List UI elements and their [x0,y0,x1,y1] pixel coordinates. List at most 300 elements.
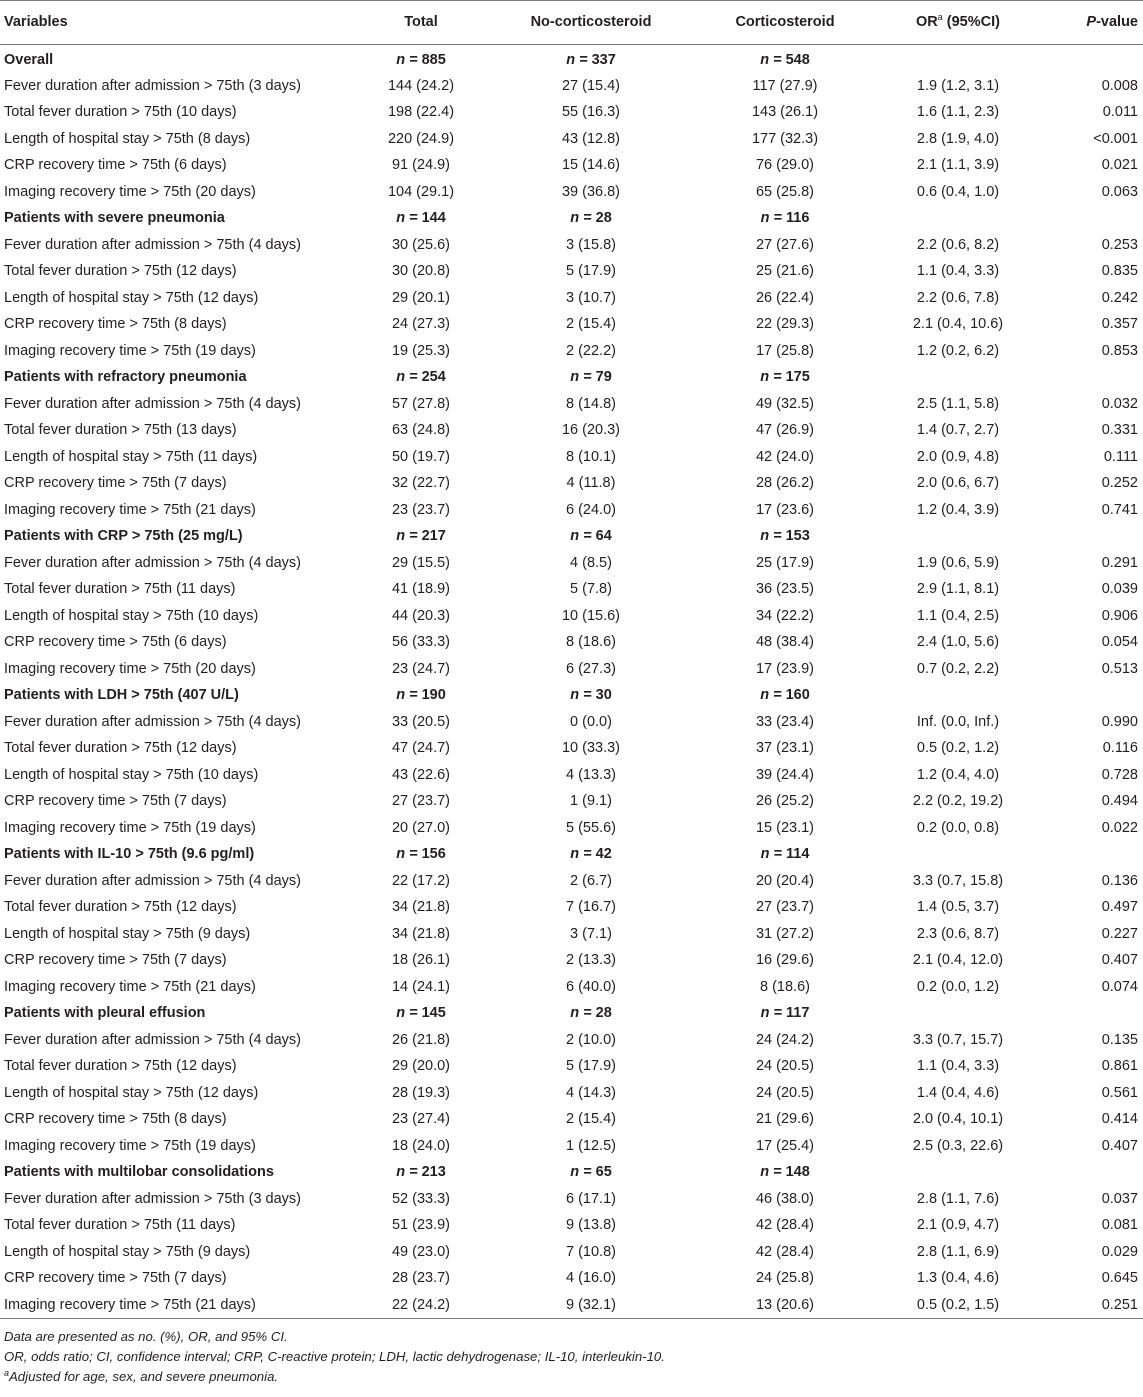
group-or-empty [874,682,1042,709]
table-row [0,894,1143,921]
cell-total: 28 (23.7) [391,1270,451,1287]
n-prefix: n = [760,52,786,69]
cell-variable: Fever duration after admission > 75th (4 days) [4,872,301,889]
group-n-no-corticosteroid [486,364,696,391]
table-row [0,629,1143,656]
group-n-corticosteroid [696,682,874,709]
cell-odds-ratio: 2.9 (1.1, 8.1) [916,581,1000,598]
cell-odds-ratio: 2.1 (0.9, 4.7) [916,1217,1000,1234]
group-or-empty [874,364,1042,391]
group-n-total [356,364,486,391]
group-n-corticosteroid [696,841,874,868]
table-row [0,1212,1143,1239]
cell-no-corticosteroid: 3 (10.7) [566,289,616,306]
cell-variable: CRP recovery time > 75th (6 days) [4,157,227,174]
n-value: 175 [785,369,810,386]
cell-odds-ratio: 2.0 (0.4, 10.1) [912,1111,1004,1128]
cell-total: 50 (19.7) [391,448,451,465]
table-row [0,974,1143,1001]
cell-variable: Total fever duration > 75th (12 days) [4,899,237,916]
cell-variable: Fever duration after admission > 75th (4 days) [4,236,301,253]
table-row [0,709,1143,736]
table-row [0,444,1143,471]
group-n-corticosteroid [696,205,874,232]
table-row [0,1053,1143,1080]
table-row [0,470,1143,497]
table-row [0,1080,1143,1107]
cell-total: 198 (22.4) [387,104,455,121]
cell-total: 34 (21.8) [391,899,451,916]
n-value: 337 [591,52,616,69]
cell-odds-ratio: 2.5 (1.1, 5.8) [916,395,1000,412]
table-body [0,45,1143,1319]
table-row [0,1239,1143,1266]
cell-corticosteroid: 46 (38.0) [755,1190,815,1207]
table-row [0,99,1143,126]
group-n-total [356,1159,486,1186]
group-p-empty [1042,1159,1143,1186]
cell-odds-ratio: 0.2 (0.0, 0.8) [916,819,1000,836]
cell-no-corticosteroid: 27 (15.4) [561,77,621,94]
cell-p-value: 0.407 [1101,952,1138,969]
cell-odds-ratio: 2.3 (0.6, 8.7) [916,925,1000,942]
cell-odds-ratio: 1.4 (0.7, 2.7) [916,422,1000,439]
cell-total: 23 (23.7) [391,501,451,518]
group-n-no-corticosteroid [486,682,696,709]
n-prefix: n = [396,846,422,863]
cell-odds-ratio: 1.9 (0.6, 5.9) [916,554,1000,571]
group-p-empty [1042,45,1143,73]
cell-total: 56 (33.3) [391,634,451,651]
cell-p-value: 0.029 [1101,1243,1138,1260]
table-row [0,1186,1143,1213]
cell-no-corticosteroid: 9 (32.1) [486,1292,696,1319]
group-name: Patients with pleural effusion [4,1005,206,1022]
footnote-abbreviations: OR, odds ratio; CI, confidence interval; CRP, C-reactive protein; LDH, lactic dehydrogenase; IL-10, interleukin-10. [4,1349,665,1364]
table-row [0,815,1143,842]
header-variables: Variables [0,1,356,45]
cell-odds-ratio: 2.8 (1.9, 4.0) [916,130,1000,147]
n-prefix: n = [760,1164,786,1181]
cell-p-value: 0.990 [1101,713,1138,730]
group-name: Patients with CRP > 75th (25 mg/L) [4,528,243,545]
table-row [0,1106,1143,1133]
cell-odds-ratio: 2.8 (1.1, 7.6) [916,1190,1000,1207]
cell-total: 41 (18.9) [391,581,451,598]
table-row [0,285,1143,312]
cell-odds-ratio: 1.2 (0.4, 3.9) [916,501,1000,518]
n-prefix: n = [396,52,422,69]
cell-p-value: 0.513 [1101,660,1138,677]
group-n-no-corticosteroid [486,205,696,232]
cell-variable: CRP recovery time > 75th (7 days) [4,475,227,492]
table-row [0,417,1143,444]
n-prefix: n = [570,369,596,386]
n-value: 116 [785,210,810,227]
cell-total: 29 (20.0) [391,1058,451,1075]
cell-no-corticosteroid: 8 (18.6) [566,634,616,651]
table-row [0,391,1143,418]
cell-variable: Imaging recovery time > 75th (19 days) [4,1137,256,1154]
group-n-corticosteroid [696,1000,874,1027]
n-value: 79 [595,369,612,386]
cell-variable: Imaging recovery time > 75th (21 days) [4,978,256,995]
n-value: 160 [785,687,810,704]
table-row [0,735,1143,762]
group-n-no-corticosteroid [486,523,696,550]
table-header [0,1,1143,45]
cell-no-corticosteroid: 3 (15.8) [566,236,616,253]
cell-p-value: 0.835 [1101,263,1138,280]
cell-no-corticosteroid: 43 (12.8) [561,130,621,147]
cell-p-value: 0.906 [1101,607,1138,624]
cell-total: 30 (25.6) [391,236,451,253]
cell-total: 28 (19.3) [391,1084,451,1101]
group-n-corticosteroid [696,45,874,73]
n-value: 28 [595,210,612,227]
group-or-empty [874,1000,1042,1027]
cell-p-value: 0.645 [1101,1270,1138,1287]
cell-no-corticosteroid: 5 (55.6) [566,819,616,836]
cell-no-corticosteroid: 8 (14.8) [566,395,616,412]
cell-no-corticosteroid: 4 (13.3) [566,766,616,783]
cell-odds-ratio: 2.2 (0.2, 19.2) [912,793,1004,810]
n-prefix: n = [566,52,592,69]
cell-corticosteroid: 16 (29.6) [755,952,815,969]
cell-corticosteroid: 25 (17.9) [755,554,815,571]
n-prefix: n = [396,1005,422,1022]
group-name: Patients with IL-10 > 75th (9.6 pg/ml) [4,846,255,863]
cell-corticosteroid: 28 (26.2) [755,475,815,492]
cell-variable: Total fever duration > 75th (12 days) [4,740,237,757]
n-value: 217 [421,528,446,545]
cell-odds-ratio: 0.2 (0.0, 1.2) [916,978,1000,995]
cell-no-corticosteroid: 6 (40.0) [566,978,616,995]
table-row [0,497,1143,524]
cell-no-corticosteroid: 39 (36.8) [561,183,621,200]
cell-total: 20 (27.0) [391,819,451,836]
cell-corticosteroid: 143 (26.1) [751,104,819,121]
cell-variable: Fever duration after admission > 75th (3 days) [4,1190,301,1207]
cell-no-corticosteroid: 15 (14.6) [561,157,621,174]
cell-variable: CRP recovery time > 75th (8 days) [4,316,227,333]
group-header-row [0,364,1143,391]
table-row [0,762,1143,789]
cell-total: 23 (27.4) [391,1111,451,1128]
group-n-total [356,523,486,550]
group-p-empty [1042,523,1143,550]
cell-corticosteroid: 17 (25.8) [755,342,815,359]
cell-corticosteroid: 177 (32.3) [751,130,819,147]
group-name: Patients with multilobar consolidations [4,1164,274,1181]
table-row [0,258,1143,285]
header-no-corticosteroid: No-corticosteroid [486,1,696,45]
cell-variable: Length of hospital stay > 75th (10 days) [4,766,259,783]
table-row [0,1027,1143,1054]
cell-no-corticosteroid: 7 (10.8) [566,1243,616,1260]
cell-corticosteroid: 13 (20.6) [696,1292,874,1319]
cell-corticosteroid: 42 (24.0) [755,448,815,465]
cell-p-value: 0.081 [1101,1217,1138,1234]
n-prefix: n = [570,210,596,227]
cell-corticosteroid: 34 (22.2) [755,607,815,624]
group-header-row [0,205,1143,232]
cell-no-corticosteroid: 4 (11.8) [566,475,616,492]
cell-corticosteroid: 25 (21.6) [755,263,815,280]
cell-total: 27 (23.7) [391,793,451,810]
cell-corticosteroid: 17 (25.4) [755,1137,815,1154]
header-corticosteroid: Corticosteroid [696,1,874,45]
cell-total: 32 (22.7) [391,475,451,492]
group-or-empty [874,841,1042,868]
cell-corticosteroid: 42 (28.4) [755,1217,815,1234]
cell-total: 52 (33.3) [391,1190,451,1207]
cell-variable: Fever duration after admission > 75th (4 days) [4,554,301,571]
n-prefix: n = [760,846,786,863]
cell-total: 14 (24.1) [391,978,451,995]
table-row [0,656,1143,683]
cell-odds-ratio: 3.3 (0.7, 15.7) [912,1031,1004,1048]
group-n-no-corticosteroid [486,841,696,868]
table-footnotes [0,1319,1143,1387]
cell-no-corticosteroid: 5 (7.8) [570,581,612,598]
n-prefix: n = [570,528,596,545]
n-value: 144 [421,210,446,227]
cell-odds-ratio: 2.1 (0.4, 12.0) [912,952,1004,969]
group-n-corticosteroid [696,364,874,391]
group-n-no-corticosteroid [486,45,696,73]
cell-no-corticosteroid: 2 (15.4) [566,1111,616,1128]
cell-variable: Fever duration after admission > 75th (4 days) [4,395,301,412]
cell-odds-ratio: 2.5 (0.3, 22.6) [912,1137,1004,1154]
cell-corticosteroid: 65 (25.8) [755,183,815,200]
n-prefix: n = [396,687,422,704]
cell-corticosteroid: 42 (28.4) [755,1243,815,1260]
cell-no-corticosteroid: 2 (22.2) [566,342,616,359]
group-header-row [0,841,1143,868]
cell-no-corticosteroid: 2 (6.7) [570,872,612,889]
group-or-empty [874,1159,1042,1186]
cell-variable: Length of hospital stay > 75th (11 days) [4,448,258,465]
cell-no-corticosteroid: 4 (16.0) [566,1270,616,1287]
n-prefix: n = [760,369,786,386]
group-n-no-corticosteroid [486,1159,696,1186]
cell-corticosteroid: 49 (32.5) [755,395,815,412]
n-value: 64 [595,528,612,545]
cell-no-corticosteroid: 2 (13.3) [566,952,616,969]
header-or-label: OR [916,14,938,30]
cell-p-value: 0.242 [1101,289,1138,306]
cell-variable: CRP recovery time > 75th (7 days) [4,793,227,810]
group-name: Patients with severe pneumonia [4,210,225,227]
cell-variable: Total fever duration > 75th (12 days) [4,263,237,280]
table-row [0,179,1143,206]
group-p-empty [1042,841,1143,868]
cell-corticosteroid: 117 (27.9) [752,77,818,94]
cell-corticosteroid: 33 (23.4) [755,713,815,730]
cell-no-corticosteroid: 6 (27.3) [566,660,616,677]
cell-odds-ratio: 1.9 (1.2, 3.1) [916,77,1000,94]
table-row [0,947,1143,974]
cell-total: 29 (20.1) [391,289,451,306]
cell-no-corticosteroid: 3 (7.1) [570,925,612,942]
cell-p-value: 0.407 [1101,1137,1138,1154]
cell-p-value: 0.054 [1101,634,1138,651]
cell-no-corticosteroid: 6 (17.1) [566,1190,616,1207]
cell-odds-ratio: 0.5 (0.2, 1.2) [916,740,1000,757]
cell-variable: Imaging recovery time > 75th (21 days) [0,1292,356,1319]
n-value: 548 [785,52,810,69]
cell-variable: Fever duration after admission > 75th (4 days) [4,1031,301,1048]
cell-no-corticosteroid: 10 (33.3) [561,740,621,757]
n-prefix: n = [570,687,596,704]
cell-p-value: 0.494 [1101,793,1138,810]
cell-total: 22 (17.2) [391,872,451,889]
n-value: 213 [421,1164,446,1181]
n-value: 117 [785,1005,810,1022]
group-n-corticosteroid [696,1159,874,1186]
cell-no-corticosteroid: 9 (13.8) [566,1217,616,1234]
header-or [874,1,1042,45]
cell-corticosteroid: 15 (23.1) [755,819,815,836]
cell-total: 30 (20.8) [391,263,451,280]
cell-no-corticosteroid: 4 (14.3) [566,1084,616,1101]
group-n-total [356,682,486,709]
cell-odds-ratio: 1.6 (1.1, 2.3) [916,104,1000,121]
n-prefix: n = [396,528,422,545]
group-name: Overall [4,52,54,69]
cell-p-value: 0.861 [1101,1058,1138,1075]
table-row [0,152,1143,179]
group-n-total [356,205,486,232]
cell-no-corticosteroid: 2 (15.4) [566,316,616,333]
table-row [0,603,1143,630]
cell-p-value: 0.135 [1101,1031,1138,1048]
group-n-total [356,1000,486,1027]
cell-odds-ratio: 3.3 (0.7, 15.8) [912,872,1004,889]
cell-no-corticosteroid: 1 (9.1) [570,793,612,810]
group-p-empty [1042,364,1143,391]
n-value: 254 [421,369,446,386]
cell-p-value: 0.136 [1101,872,1138,889]
cell-total: 63 (24.8) [391,422,451,439]
cell-p-value: 0.037 [1101,1190,1138,1207]
cell-total: 43 (22.6) [391,766,451,783]
n-prefix: n = [760,528,786,545]
cell-total: 91 (24.9) [391,157,451,174]
cell-no-corticosteroid: 10 (15.6) [561,607,621,624]
cell-corticosteroid: 47 (26.9) [755,422,815,439]
cell-variable: Imaging recovery time > 75th (21 days) [4,501,256,518]
cell-variable: Imaging recovery time > 75th (19 days) [4,819,256,836]
header-total: Total [356,1,486,45]
cell-total: 49 (23.0) [391,1243,451,1260]
n-prefix: n = [570,1005,596,1022]
cell-no-corticosteroid: 55 (16.3) [561,104,621,121]
cell-odds-ratio: 1.1 (0.4, 3.3) [916,263,1000,280]
cell-odds-ratio: 0.7 (0.2, 2.2) [916,660,1000,677]
cell-odds-ratio: 2.0 (0.6, 6.7) [916,475,1000,492]
group-header-row [0,1159,1143,1186]
table-row [0,338,1143,365]
cell-p-value: 0.253 [1101,236,1138,253]
cell-p-value: 0.008 [1101,77,1138,94]
cell-p-value: 0.252 [1101,475,1138,492]
cell-no-corticosteroid: 16 (20.3) [561,422,621,439]
group-or-empty [874,205,1042,232]
cell-p-value: 0.331 [1101,422,1138,439]
cell-total: 33 (20.5) [391,713,451,730]
cell-p-value: 0.853 [1101,342,1138,359]
cell-no-corticosteroid: 8 (10.1) [566,448,616,465]
table-row [0,73,1143,100]
n-prefix: n = [570,846,596,863]
cell-variable: Fever duration after admission > 75th (4 days) [4,713,301,730]
table-row [0,868,1143,895]
cell-variable: Total fever duration > 75th (12 days) [4,1058,237,1075]
cell-variable: Length of hospital stay > 75th (12 days) [4,289,259,306]
cell-corticosteroid: 76 (29.0) [755,157,815,174]
n-prefix: n = [570,1164,596,1181]
cell-total: 144 (24.2) [387,77,455,94]
cell-p-value: 0.497 [1101,899,1138,916]
cell-corticosteroid: 17 (23.9) [755,660,815,677]
cell-odds-ratio: 1.1 (0.4, 2.5) [916,607,1000,624]
cell-variable: Length of hospital stay > 75th (12 days) [4,1084,259,1101]
cell-variable: Length of hospital stay > 75th (8 days) [4,130,251,147]
n-prefix: n = [760,687,786,704]
cell-variable: CRP recovery time > 75th (8 days) [4,1111,227,1128]
n-value: 885 [421,52,446,69]
cell-no-corticosteroid: 5 (17.9) [566,263,616,280]
cell-corticosteroid: 22 (29.3) [755,316,815,333]
cell-corticosteroid: 24 (25.8) [755,1270,815,1287]
table-row [0,126,1143,153]
cell-total: 44 (20.3) [391,607,451,624]
cell-corticosteroid: 27 (27.6) [755,236,815,253]
table-row [0,1292,1143,1319]
n-value: 153 [785,528,810,545]
header-or-ci: (95%CI) [942,14,1000,30]
cell-odds-ratio: 2.8 (1.1, 6.9) [916,1243,1000,1260]
n-value: 145 [421,1005,446,1022]
cell-corticosteroid: 21 (29.6) [755,1111,815,1128]
footnote-adjustment-mark: a [4,1368,10,1378]
cell-p-value: 0.022 [1101,819,1138,836]
footnote-data-presentation: Data are presented as no. (%), OR, and 95% CI. [4,1329,288,1344]
footnote-adjustment [4,1367,1143,1387]
footnote-adjustment-text: Adjusted for age, sex, and severe pneumonia. [9,1369,279,1384]
cell-corticosteroid: 37 (23.1) [755,740,815,757]
n-prefix: n = [396,1164,422,1181]
cell-odds-ratio: Inf. (0.0, Inf.) [916,713,1000,730]
cell-p-value: 0.032 [1101,395,1138,412]
cell-variable: CRP recovery time > 75th (7 days) [4,1270,227,1287]
cell-p-value: 0.251 [1042,1292,1143,1319]
cell-odds-ratio: 2.2 (0.6, 7.8) [916,289,1000,306]
n-value: 30 [595,687,612,704]
cell-p-value: 0.227 [1101,925,1138,942]
cell-no-corticosteroid: 2 (10.0) [566,1031,616,1048]
cell-p-value: 0.039 [1101,581,1138,598]
cell-variable: Fever duration after admission > 75th (3 days) [4,77,301,94]
cell-total: 26 (21.8) [391,1031,451,1048]
header-p-rest: -value [1096,14,1138,30]
cell-variable: Total fever duration > 75th (10 days) [4,104,237,121]
cell-p-value: 0.063 [1101,183,1138,200]
group-or-empty [874,523,1042,550]
group-or-empty [874,45,1042,73]
